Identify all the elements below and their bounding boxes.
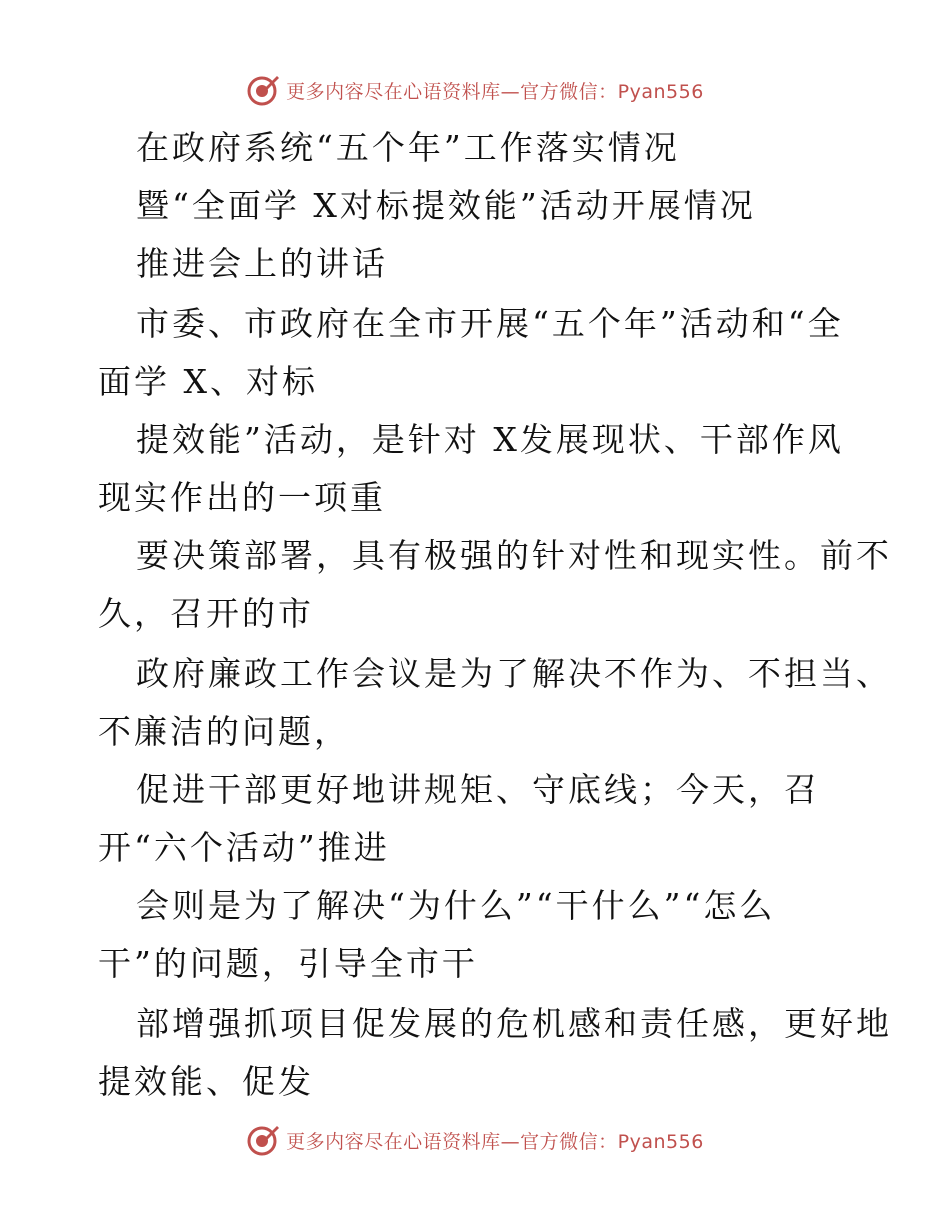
header-banner — [0, 70, 950, 110]
paragraph-line: 市委、市政府在全市开展“五个年”活动和“全 — [136, 304, 844, 343]
paragraph-line: 面学 X、对标 — [98, 362, 318, 401]
paragraph-line: 干”的问题，引导全市干 — [98, 944, 478, 983]
paragraph-line: 要决策部署，具有极强的针对性和现实性。前不 — [136, 536, 892, 575]
pen-logo-icon — [246, 73, 280, 107]
pen-logo-icon — [246, 1123, 280, 1157]
title-line-3: 推进会上的讲话 — [136, 244, 388, 283]
paragraph-line: 提效能”活动，是针对 X发展现状、干部作风 — [136, 420, 844, 459]
paragraph-line: 久，召开的市 — [98, 594, 314, 633]
banner-text: 更多内容尽在心语资料库—官方微信：Pyan556 — [286, 1130, 704, 1153]
paragraph-line: 会则是为了解决“为什么”“干什么”“怎么 — [136, 886, 776, 925]
paragraph-line: 开“六个活动”推进 — [98, 828, 390, 867]
title-line-1: 在政府系统“五个年”工作落实情况 — [136, 128, 680, 167]
paragraph-line: 现实作出的一项重 — [98, 478, 386, 517]
banner-text: 更多内容尽在心语资料库—官方微信：Pyan556 — [286, 80, 704, 103]
paragraph-line: 政府廉政工作会议是为了解决不作为、不担当、 — [136, 654, 892, 693]
footer-banner — [0, 1120, 950, 1160]
title-line-2: 暨“全面学 X对标提效能”活动开展情况 — [136, 186, 756, 225]
paragraph-line: 提效能、促发 — [98, 1062, 314, 1101]
paragraph-line: 部增强抓项目促发展的危机感和责任感，更好地 — [136, 1004, 892, 1043]
paragraph-line: 促进干部更好地讲规矩、守底线；今天，召 — [136, 770, 820, 809]
paragraph-line: 不廉洁的问题， — [98, 712, 350, 751]
